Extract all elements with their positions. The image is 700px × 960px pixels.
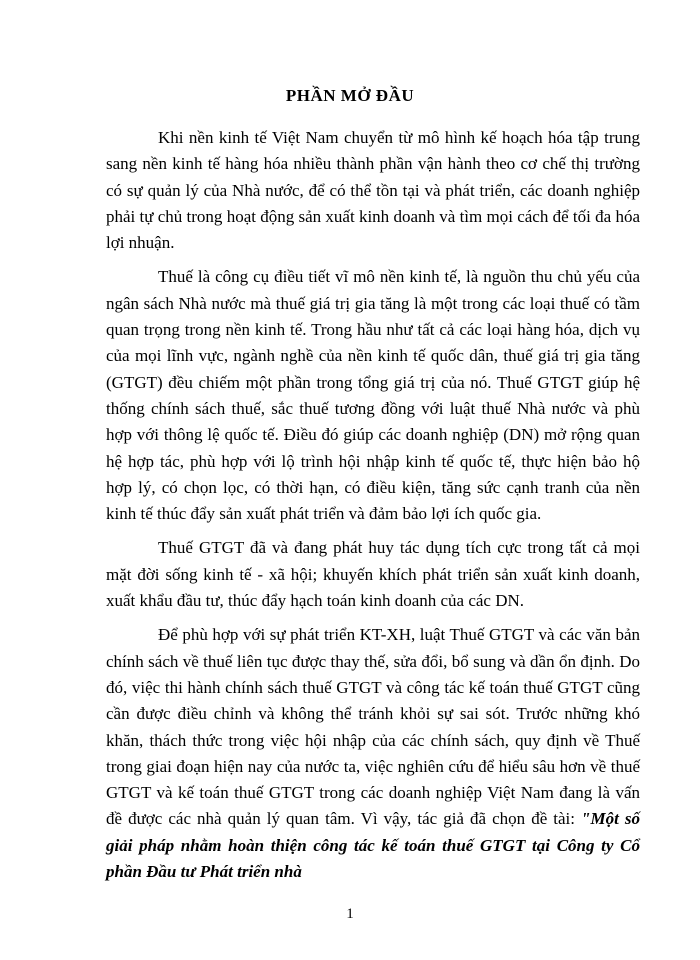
paragraph-topic-selection	[106, 622, 640, 885]
thesis-topic: "Một số giải pháp nhằm hoàn thiện công tác kế toán thuế GTGT tại Công ty Cổ phần Đầu tư Phát triển nhà	[106, 809, 640, 882]
paragraph-tax-role: Thuế là công cụ điều tiết vĩ mô nền kinh tế, là nguồn thu chủ yếu của ngân sách Nhà nước mà thuế giá trị gia tăng là một trong các loại thuế có tầm quan trọng trong nền kinh tế. Trong hầu như tất cả các loại hàng hóa, dịch vụ của mọi lĩnh vực, ngành nghề của nền kinh tế quốc dân, thuế giá trị gia tăng (GTGT) đều chiếm một phần trong tổng giá trị của nó. Thuế GTGT giúp hệ thống chính sách thuế, sắc thuế tương đồng với luật thuế Nhà nước và phù hợp với thông lệ quốc tế. Điều đó giúp các doanh nghiệp (DN) mở rộng quan hệ hợp tác, phù hợp với lộ trình hội nhập kinh tế quốc tế, thực hiện bảo hộ hợp lý, có chọn lọc, có thời hạn, có điều kiện, tăng sức cạnh tranh của nền kinh tế thúc đẩy sản xuất phát triển và đảm bảo lợi ích quốc gia.	[106, 267, 640, 524]
paragraph-vat-effects: Thuế GTGT đã và đang phát huy tác dụng tích cực trong tất cả mọi mặt đời sống kinh tế - xã hội; khuyến khích phát triển sản xuất kinh doanh, xuất khẩu đầu tư, thúc đẩy hạch toán kinh doanh của các DN.	[106, 538, 640, 611]
page-title: PHẦN MỞ ĐẦU	[285, 86, 415, 105]
body-text	[106, 125, 640, 893]
paragraph-topic-text: Để phù hợp với sự phát triển KT-XH, luật Thuế GTGT và các văn bản chính sách về thuế liên tục được thay thế, sửa đổi, bổ sung và dần ổn định. Do đó, việc thi hành chính sách thuế GTGT và công tác kế toán thuế GTGT cũng cần được điều chỉnh và không thể tránh khỏi sự sai sót. Trước những khó khăn, thách thức trong việc hội nhập của các chính sách, quy định về Thuế trong giai đoạn hiện nay của nước ta, việc nghiên cứu để hiểu sâu hơn về thuế GTGT và kế toán thuế GTGT trong các doanh nghiệp Việt Nam đang là vấn đề được các nhà quản lý quan tâm. Vì vậy, tác giả đã chọn đề tài:	[106, 625, 640, 829]
paragraph-intro: Khi nền kinh tế Việt Nam chuyển từ mô hình kế hoạch hóa tập trung sang nền kinh tế hàng hóa nhiều thành phần vận hành theo cơ chế thị trường có sự quản lý của Nhà nước, để có thể tồn tại và phát triển, các doanh nghiệp phải tự chủ trong hoạt động sản xuất kinh doanh và tìm mọi cách để tối đa hóa lợi nhuận.	[106, 128, 640, 253]
page-number: 1	[346, 906, 354, 922]
